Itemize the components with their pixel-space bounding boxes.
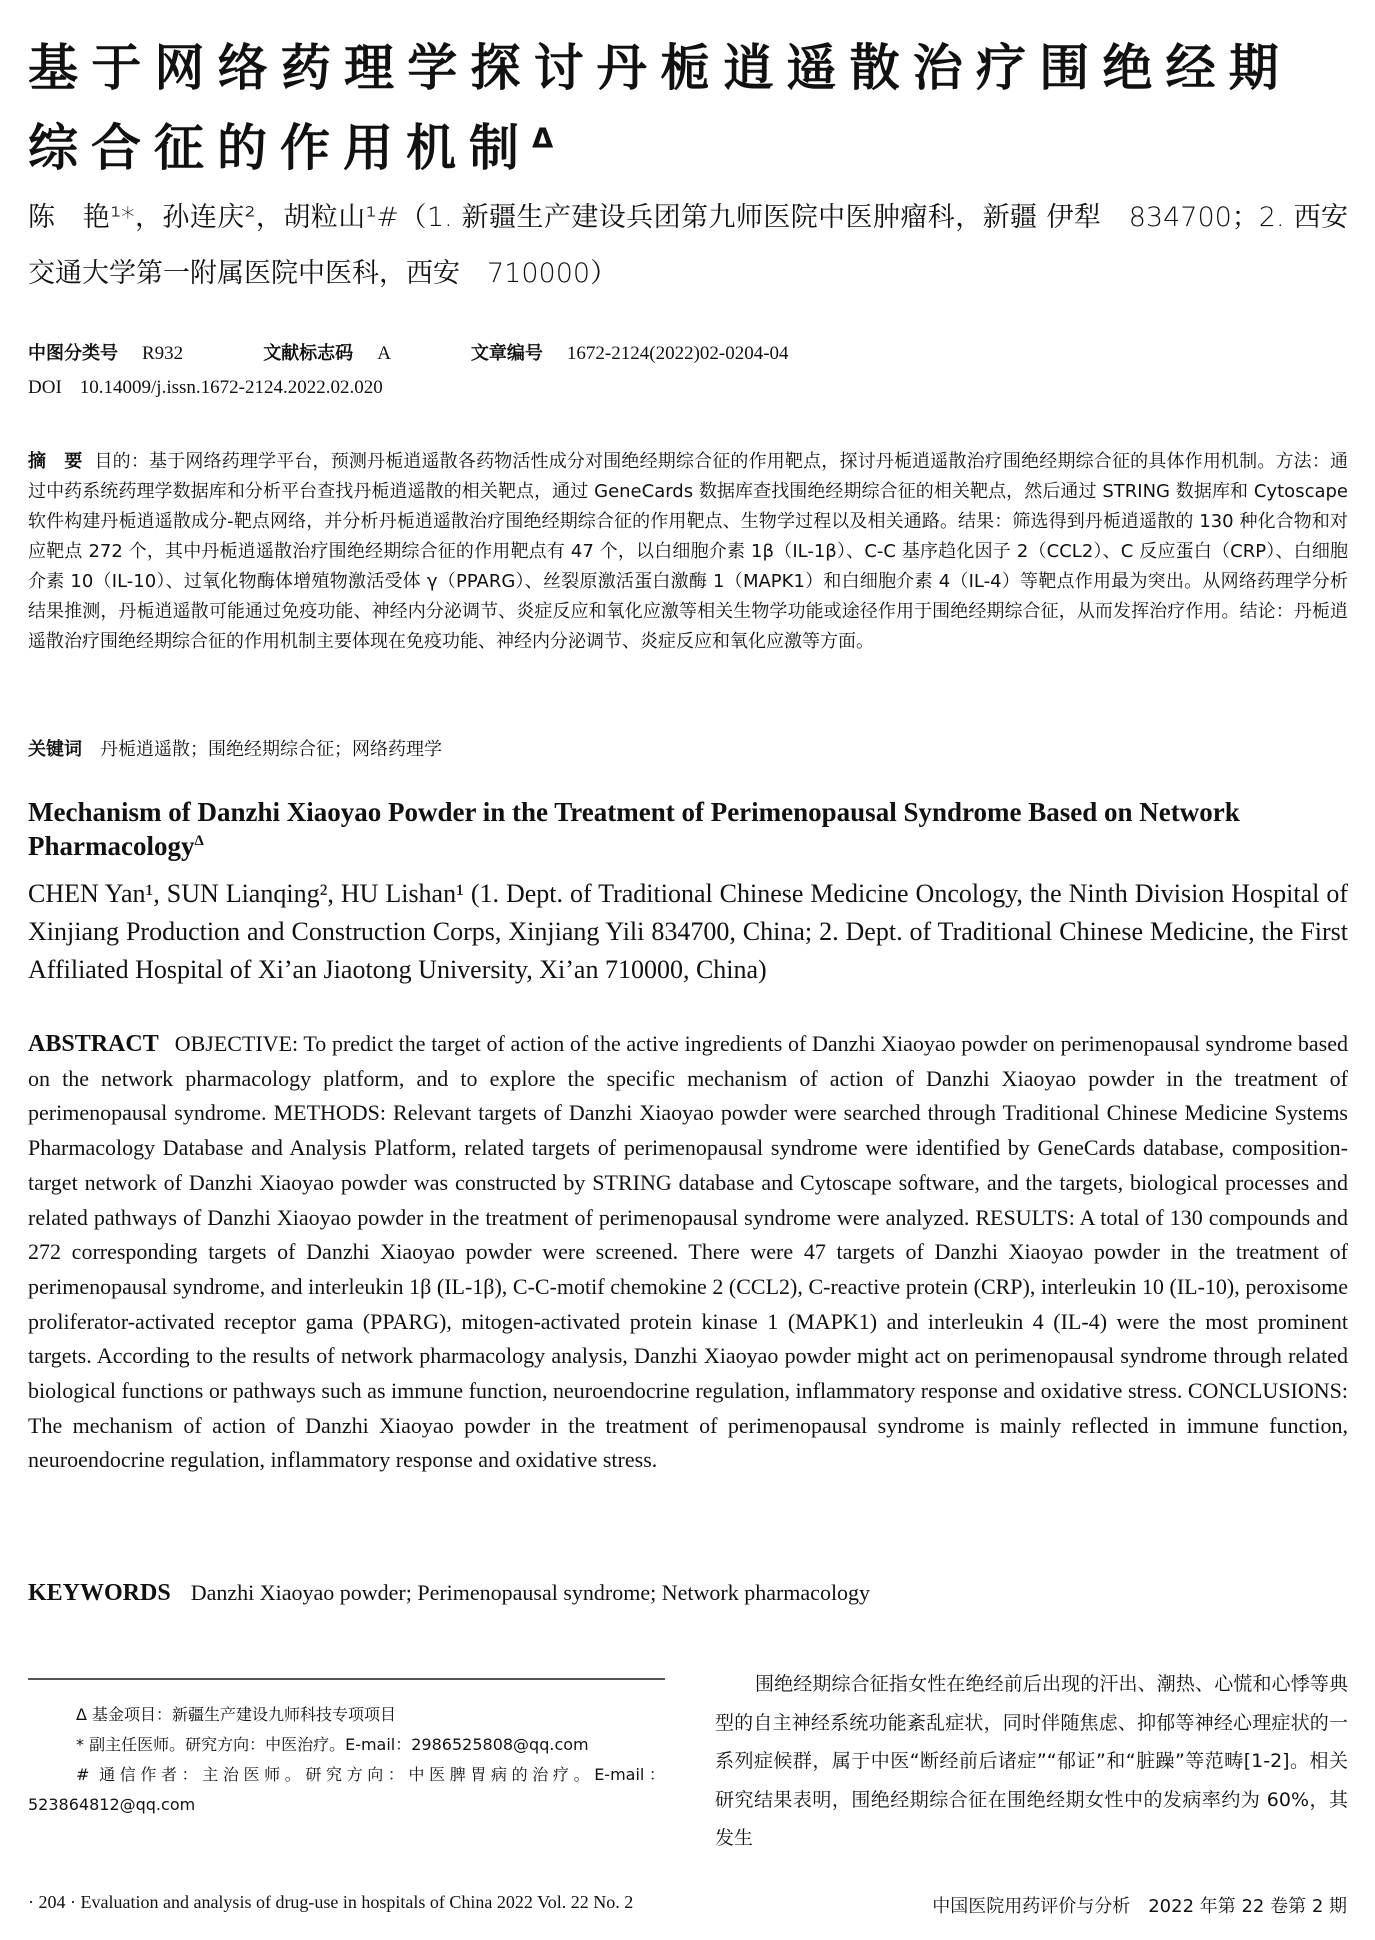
- footer-left: · 204 · Evaluation and analysis of drug-use in hospitals of China 2022 Vol. 22 No. 2: [28, 1892, 634, 1912]
- keywords-cn-label: 关键词: [28, 739, 82, 760]
- article-title-cn-line1: 基于网络药理学探讨丹栀逍遥散治疗围绝经期: [28, 39, 1292, 97]
- footnote-corresponding: # 通信作者：主治医师。研究方向：中医脾胃病的治疗。E-mail：523864812@qq.com: [28, 1765, 665, 1814]
- authors-en: CHEN Yan¹, SUN Lianqing², HU Lishan¹ (1. Dept. of Traditional Chinese Medicine Oncology, the Ninth Division Hospital of Xinjiang Production and Construction Corps, Xinjiang Yili 834700, China; 2. Dept. of Traditional Chinese Medicine, the First Affiliated Hospital of Xi’an Jiaotong University, Xi’an 710000, China): [28, 879, 1348, 984]
- title-en-text: Mechanism of Danzhi Xiaoyao Powder in the Treatment of Perimenopausal Syndrome Based on Network Pharmacology: [28, 797, 1240, 861]
- footnote-funding: Δ 基金项目：新疆生产建设九师科技专项项目: [76, 1705, 397, 1724]
- article-title-en: [28, 795, 1348, 863]
- title-line2-text: 综合征的作用机制: [28, 119, 532, 177]
- keywords-en: [28, 1580, 870, 1607]
- abstract-cn-label: 摘 要: [28, 451, 83, 472]
- article-label: 文章编号: [470, 343, 543, 364]
- title-en-mark: Δ: [194, 833, 204, 849]
- authors-cn: 陈 艳¹*，孙连庆²，胡粒山¹#（1. 新疆生产建设兵团第九师医院中医肿瘤科，新疆 伊犁 834700；2. 西安交通大学第一附属医院中医科，西安 710000）: [28, 202, 1348, 289]
- doc-label: 文献标志码: [263, 343, 354, 364]
- funding-mark: Δ: [532, 122, 567, 155]
- clc-value: R932: [142, 343, 184, 364]
- abstract-cn-text: 目的：基于网络药理学平台，预测丹栀逍遥散各药物活性成分对围绝经期综合征的作用靶点，探讨丹栀逍遥散治疗围绝经期综合征的具体作用机制。方法：通过中药系统药理学数据库和分析平台查找丹栀逍遥散的相关靶点，通过 GeneCards 数据库查找围绝经期综合征的相关靶点，然后通过 STRING 数据库和 Cytoscape 软件构建丹栀逍遥散成分-靶点网络，并分析丹栀逍遥散治疗围绝经期综合征的作用靶点、生物学过程以及相关通路。结果：筛选得到丹栀逍遥散的 130 种化合物和对应靶点 272 个，其中丹栀逍遥散治疗围绝经期综合征的作用靶点有 47 个，以白细胞介素 1β（IL-1β）、C-C 基序趋化因子 2（CCL2）、C 反应蛋白（CRP）、白细胞介素 10（IL-10）、过氧化物酶体增殖物激活受体 γ（PPARG）、丝裂原激活蛋白激酶 1（MAPK1）和白细胞介素 4（IL-4）等靶点作用最为突出。从网络药理学分析结果推测，丹栀逍遥散可能通过免疫功能、神经内分泌调节、炎症反应和氧化应激等相关生物学功能或途径作用于围绝经期综合征，从而发挥治疗作用。结论：丹栀逍遥散治疗围绝经期综合征的作用机制主要体现在免疫功能、神经内分泌调节、炎症反应和氧化应激等方面。: [28, 451, 1349, 652]
- article-value: 1672-2124(2022)02-0204-04: [566, 343, 789, 364]
- footer-right: 中国医院用药评价与分析 2022 年第 22 卷第 2 期: [932, 1896, 1347, 1917]
- doi-label: DOI: [28, 377, 62, 398]
- footnotes: [28, 1700, 665, 1820]
- abstract-cn: [28, 447, 1348, 657]
- article-title-cn-line2: [28, 118, 1348, 178]
- article-meta: [28, 337, 789, 405]
- body-text: 围绝经期综合征指女性在绝经前后出现的汗出、潮热、心慌和心悸等典型的自主神经系统功能紊乱症状，同时伴随焦虑、抑郁等神经心理症状的一系列症候群，属于中医“断经前后诸症”“郁证”和“脏躁”等范畴[1-2]。相关研究结果表明，围绝经期综合征在围绝经期女性中的发病率约为 60%，其发生: [715, 1673, 1348, 1849]
- footnote-author: * 副主任医师。研究方向：中医治疗。E-mail：2986525808@qq.com: [76, 1735, 589, 1754]
- keywords-cn-text: 丹栀逍遥散；围绝经期综合征；网络药理学: [100, 739, 442, 760]
- doi-value[interactable]: 10.14009/j.issn.1672-2124.2022.02.020: [79, 377, 383, 398]
- abstract-en: [28, 1027, 1348, 1478]
- abstract-en-label: ABSTRACT: [28, 1031, 159, 1057]
- keywords-en-text: Danzhi Xiaoyao powder; Perimenopausal syndrome; Network pharmacology: [190, 1580, 871, 1605]
- doc-value: A: [377, 343, 391, 364]
- abstract-en-text: OBJECTIVE: To predict the target of action of the active ingredients of Danzhi Xiaoyao powder on perimenopausal syndrome based on the network pharmacology platform, and to explore the specific mechanism of action of Danzhi Xiaoyao powder in the treatment of perimenopausal syndrome. METHODS: Relevant targets of Danzhi Xiaoyao powder were searched through Traditional Chinese Medicine Systems Pharmacology Database and Analysis Platform, related targets of perimenopausal syndrome were identified by GeneCards database, composition-target network of Danzhi Xiaoyao powder was constructed by STRING database and Cytoscape software, and the targets, biological processes and related pathways of Danzhi Xiaoyao powder in the treatment of perimenopausal syndrome were analyzed. RESULTS: A total of 130 compounds and 272 corresponding targets of Danzhi Xiaoyao powder were screened. There were 47 targets of Danzhi Xiaoyao powder in the treatment of perimenopausal syndrome, and interleukin 1β (IL-1β), C-C-motif chemokine 2 (CCL2), C-reactive protein (CRP), interleukin 10 (IL-10), peroxisome proliferator-activated receptor gama (PPARG), mitogen-activated protein kinase 1 (MAPK1) and interleukin 4 (IL-4) were the most prominent targets. According to the results of network pharmacology analysis, Danzhi Xiaoyao powder might act on perimenopausal syndrome through related biological functions or pathways such as immune function, neuroendocrine regulation, inflammatory response and oxidative stress. CONCLUSIONS: The mechanism of action of Danzhi Xiaoyao powder in the treatment of perimenopausal syndrome is mainly reflected in immune function, neuroendocrine regulation, inflammatory response and oxidative stress.: [28, 1031, 1348, 1473]
- footnote-divider: [28, 1678, 665, 1680]
- clc-label: 中图分类号: [28, 343, 118, 364]
- keywords-en-label: KEYWORDS: [28, 1580, 171, 1606]
- keywords-cn: [28, 735, 442, 761]
